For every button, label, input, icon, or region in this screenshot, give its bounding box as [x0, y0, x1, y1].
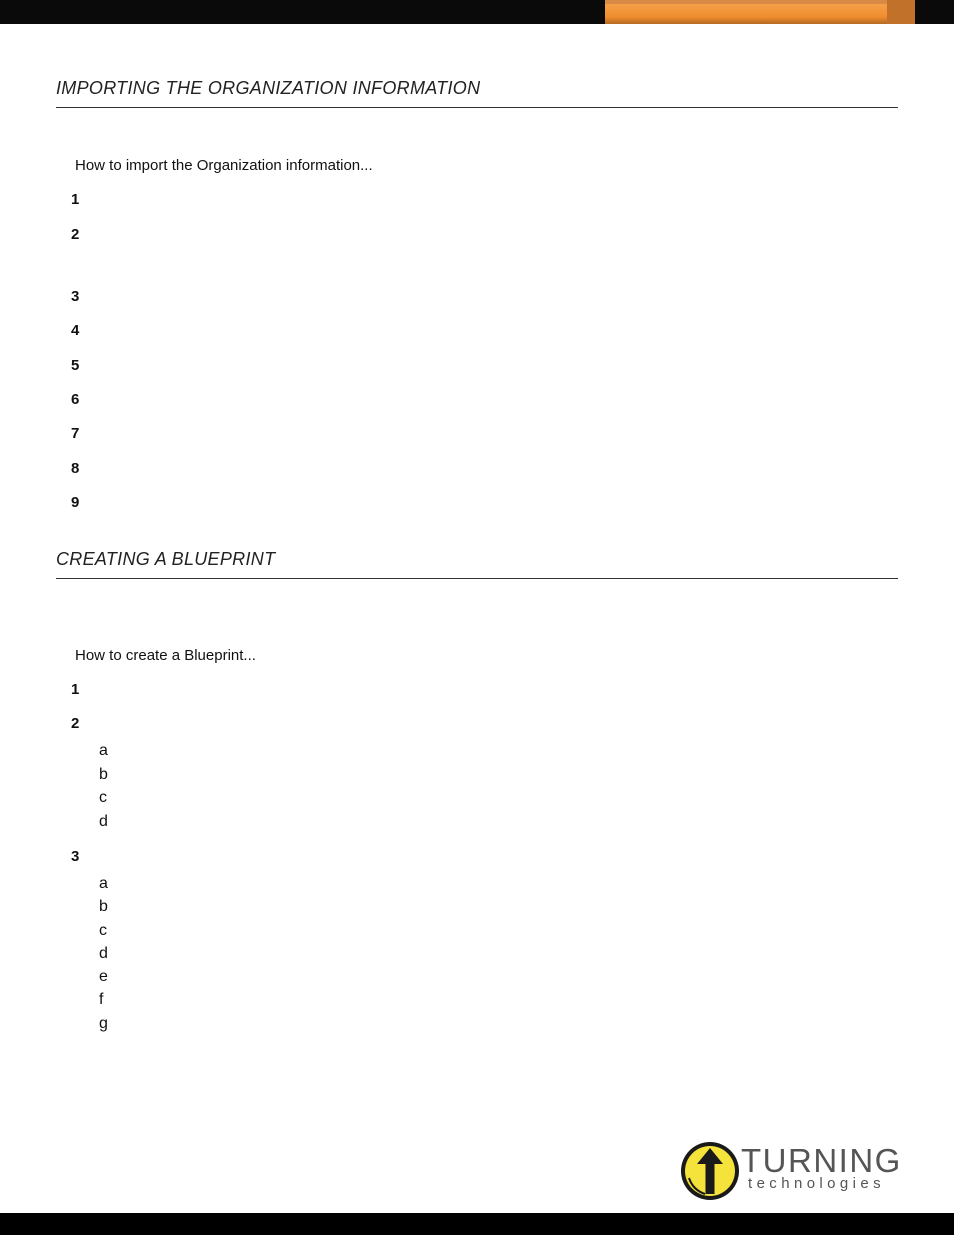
- step-number: 3: [71, 288, 80, 305]
- step-number: 8: [71, 460, 80, 477]
- section-title-blueprint: CREATING A BLUEPRINT: [56, 549, 276, 569]
- section-title-importing: IMPORTING THE ORGANIZATION INFORMATION: [56, 78, 481, 98]
- substep-letter: a: [99, 742, 108, 759]
- step-number: 2: [71, 226, 80, 243]
- substep-letter: e: [99, 968, 108, 985]
- section-divider: [56, 578, 898, 579]
- substep-letter: d: [99, 945, 108, 962]
- step-number: 4: [71, 322, 80, 339]
- substep-letter: f: [99, 991, 104, 1008]
- substep-letter: d: [99, 813, 108, 830]
- how-to-heading: How to create a Blueprint...: [75, 647, 256, 664]
- step-number: 6: [71, 391, 80, 408]
- turning-technologies-logo: [679, 1140, 919, 1202]
- substep-letter: b: [99, 898, 108, 915]
- substep-letter: c: [99, 789, 107, 806]
- substep-letter: b: [99, 766, 108, 783]
- logo-subtitle: technologies: [748, 1175, 886, 1192]
- step-number: 3: [71, 848, 80, 865]
- logo-wordmark: TURNING: [741, 1142, 902, 1179]
- how-to-heading: How to import the Organization information...: [75, 157, 373, 174]
- section-divider: [56, 107, 898, 108]
- substep-letter: g: [99, 1015, 108, 1032]
- step-number: 2: [71, 715, 80, 732]
- step-number: 7: [71, 425, 80, 442]
- step-number: 5: [71, 357, 80, 374]
- step-number: 1: [71, 681, 80, 698]
- substep-letter: c: [99, 922, 107, 939]
- logo-arrow-icon: [679, 1140, 741, 1202]
- footer-bar: [0, 1213, 954, 1235]
- header-accent-stripe: [605, 0, 915, 24]
- step-number: 9: [71, 494, 80, 511]
- substep-letter: a: [99, 875, 108, 892]
- step-number: 1: [71, 191, 80, 208]
